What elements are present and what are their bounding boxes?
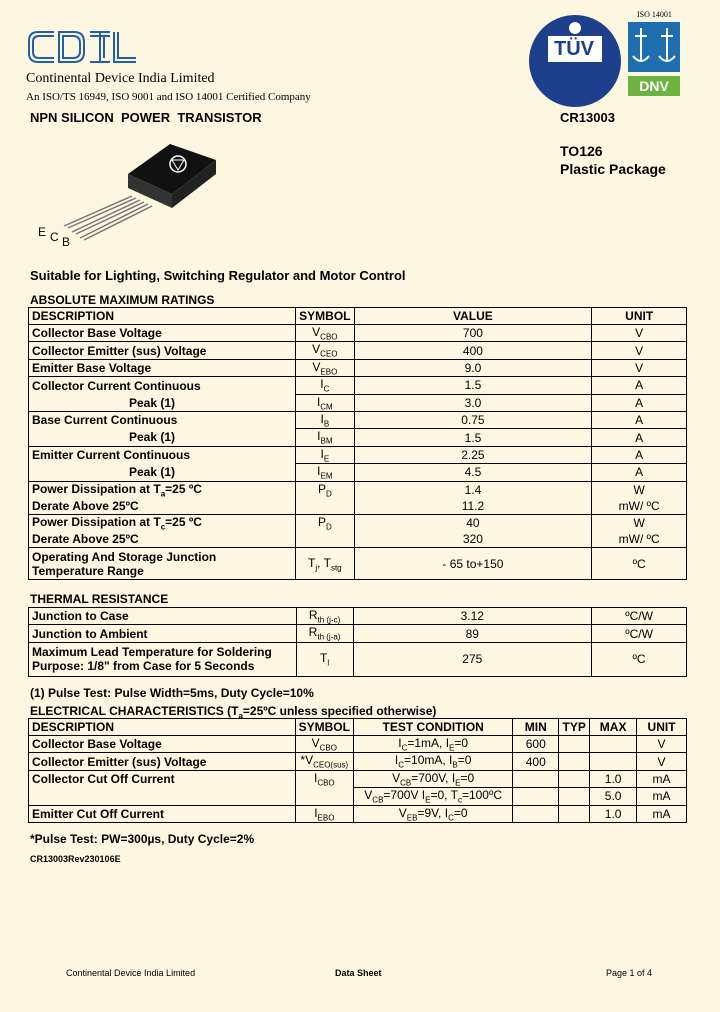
- cdil-logo: [26, 26, 138, 68]
- table-row: Operating And Storage Junction Temperature Range $T_j$, $T_{stg}$ - 65 to+150 ºC: [29, 548, 687, 580]
- footer-company: Continental Device India Limited: [66, 968, 196, 978]
- tuv-certification-badge: [528, 14, 622, 108]
- table-row: Collector Cut Off Current $I_{CBO}$ $V_{CB}=700V$, $I_E=0$ 1.0 mA: [29, 770, 687, 787]
- package-name: TO126: [560, 143, 603, 159]
- table-row: Power Dissipation at $T_c=25$ ºC $P_D$ 40 W: [29, 514, 687, 531]
- table-header: DESCRIPTION SYMBOL TEST CONDITION MIN TYP MAX UNIT: [29, 719, 687, 736]
- footer-page: Page 1 of 4: [606, 968, 653, 978]
- abs-max-heading: ABSOLUTE MAXIMUM RATINGS: [30, 293, 215, 307]
- pin-label-b: B: [62, 235, 71, 249]
- package-type: Plastic Package: [560, 161, 666, 177]
- table-row: Collector Base Voltage $V_{CBO}$ $I_C=1mA$, $I_E=0$ 600 V: [29, 736, 687, 753]
- thermal-table: [28, 607, 687, 677]
- to126-package-drawing: [40, 130, 230, 250]
- table-row: Maximum Lead Temperature for Soldering Purpose: 1/8" from Case for 5 Seconds $T_l$ 275 ºC: [29, 642, 687, 676]
- table-row: Collector Current Continuous $I_C$ 1.5 A: [29, 377, 687, 394]
- electrical-heading: ELECTRICAL CHARACTERISTICS ($T_a=25ºC$ unless specified otherwise): [30, 704, 437, 721]
- dnv-anchor-logo: [628, 22, 680, 72]
- company-name: Continental Device India Limited: [26, 71, 215, 86]
- iso-14001-label: ISO 14001: [637, 10, 672, 19]
- document-code: CR13003Rev230106E: [30, 854, 121, 864]
- certification-line: An ISO/TS 16949, ISO 9001 and ISO 14001 Certified Company: [26, 91, 311, 103]
- table-row: Derate Above 25ºC 11.2 mW/ ºC: [29, 498, 687, 515]
- pulse-note: (1) Pulse Test: Pulse Width=5ms, Duty Cycle=10%: [30, 686, 314, 700]
- table-row: Emitter Cut Off Current $I_{EBO}$ $V_{EB}=9V$, $I_C=0$ 1.0 mA: [29, 805, 687, 822]
- table-row: Collector Base Voltage $V_{CBO}$ 700 V: [29, 325, 687, 342]
- tuv-label: TÜV: [554, 38, 594, 60]
- pulse-note-2: *Pulse Test: PW=300µs, Duty Cycle=2%: [30, 832, 255, 846]
- table-row: Junction to Ambient $R_{th (j-a)}$ 89 ºC/W: [29, 625, 687, 642]
- part-number: CR13003: [560, 110, 615, 125]
- table-row: Peak (1) $I_{EM}$ 4.5 A: [29, 464, 687, 481]
- table-row: Peak (1) $I_{BM}$ 1.5 A: [29, 429, 687, 446]
- table-header: DESCRIPTION SYMBOL VALUE UNIT: [29, 308, 687, 325]
- table-row: Emitter Base Voltage $V_{EBO}$ 9.0 V: [29, 359, 687, 376]
- table-row: $V_{CB}=700V$ $I_E=0$, $T_c=100ºC$ 5.0 mA: [29, 788, 687, 805]
- table-row: Peak (1) $I_{CM}$ 3.0 A: [29, 394, 687, 411]
- table-row: Base Current Continuous $I_B$ 0.75 A: [29, 411, 687, 428]
- table-row: Collector Emitter (sus) Voltage $V_{CEO}$ 400 V: [29, 342, 687, 359]
- table-row: Junction to Case $R_{th (j-c)}$ 3.12 ºC/W: [29, 608, 687, 625]
- page-title: NPN SILICON POWER TRANSISTOR: [30, 110, 262, 125]
- application-text: Suitable for Lighting, Switching Regulator and Motor Control: [30, 268, 406, 283]
- abs-max-table: [28, 307, 687, 580]
- footer-doc-type: Data Sheet: [335, 968, 382, 978]
- dnv-label: DNV: [628, 76, 680, 96]
- table-row: Collector Emitter (sus) Voltage $*V_{CEO(sus)}$ $I_C=10mA$, $I_B=0$ 400 V: [29, 753, 687, 770]
- thermal-heading: THERMAL RESISTANCE: [30, 592, 169, 606]
- electrical-table: [28, 718, 687, 823]
- table-row: Emitter Current Continuous $I_E$ 2.25 A: [29, 446, 687, 463]
- pin-label-c: C: [50, 230, 59, 244]
- pin-label-e: E: [38, 225, 47, 239]
- table-row: Power Dissipation at $T_a=25$ ºC $P_D$ 1.4 W: [29, 481, 687, 498]
- table-row: Derate Above 25ºC 320 mW/ ºC: [29, 531, 687, 548]
